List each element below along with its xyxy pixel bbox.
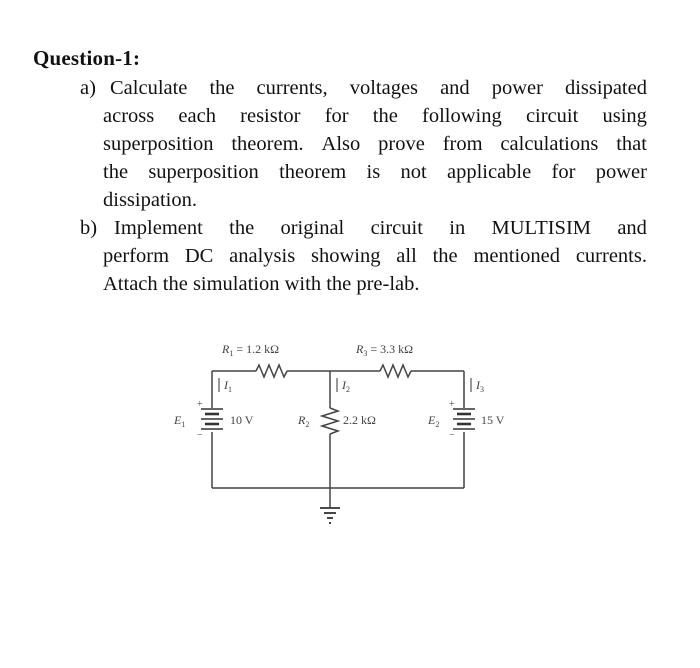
battery-e1 <box>201 409 223 429</box>
part-a-line-5: dissipation. <box>103 189 197 211</box>
r3-label: $R_3 = 3.3$ kΩ <box>356 342 414 358</box>
resistor-r2 <box>322 408 338 434</box>
e2-plus-sign: + <box>449 399 455 410</box>
resistor-r3 <box>380 365 411 377</box>
part-a-line-1: Calculate the currents, voltages and power dissipated <box>110 77 647 99</box>
e1-label: $E_1$ <box>174 413 186 429</box>
resistor-r1 <box>256 365 287 377</box>
part-b-marker: b) <box>80 217 98 239</box>
part-a-marker: a) <box>80 77 96 99</box>
e2-value: 15 V <box>481 413 505 427</box>
i3-label: $I_3$ <box>476 378 484 394</box>
battery-e2 <box>453 409 475 429</box>
r1-label: $R_1 = 1.2$ kΩ <box>222 342 280 358</box>
part-a-line-2: across each resistor for the following circuit using <box>103 105 647 127</box>
ground-icon <box>320 508 340 523</box>
part-b-line-3: Attach the simulation with the pre-lab. <box>103 273 420 295</box>
e1-plus-sign: + <box>197 399 203 410</box>
i1-label: $I_1$ <box>224 378 232 394</box>
e1-value: 10 V <box>230 413 254 427</box>
part-b-line-2: perform DC analysis showing all the mentioned currents. <box>103 245 647 267</box>
question-title: Question-1: <box>33 46 141 70</box>
part-a-line-3: superposition theorem. Also prove from calculations that <box>103 133 647 155</box>
e1-minus-sign: − <box>197 430 203 441</box>
e2-minus-sign: − <box>449 430 455 441</box>
i2-label: $I_2$ <box>342 378 350 394</box>
r2-value: 2.2 kΩ <box>343 413 376 427</box>
r2-label: $R_2$ <box>298 413 310 429</box>
part-b-line-1: Implement the original circuit in MULTISIM and <box>114 217 647 239</box>
part-a-line-4: the superposition theorem is not applicable for power <box>103 161 647 183</box>
e2-label: $E_2$ <box>428 413 440 429</box>
